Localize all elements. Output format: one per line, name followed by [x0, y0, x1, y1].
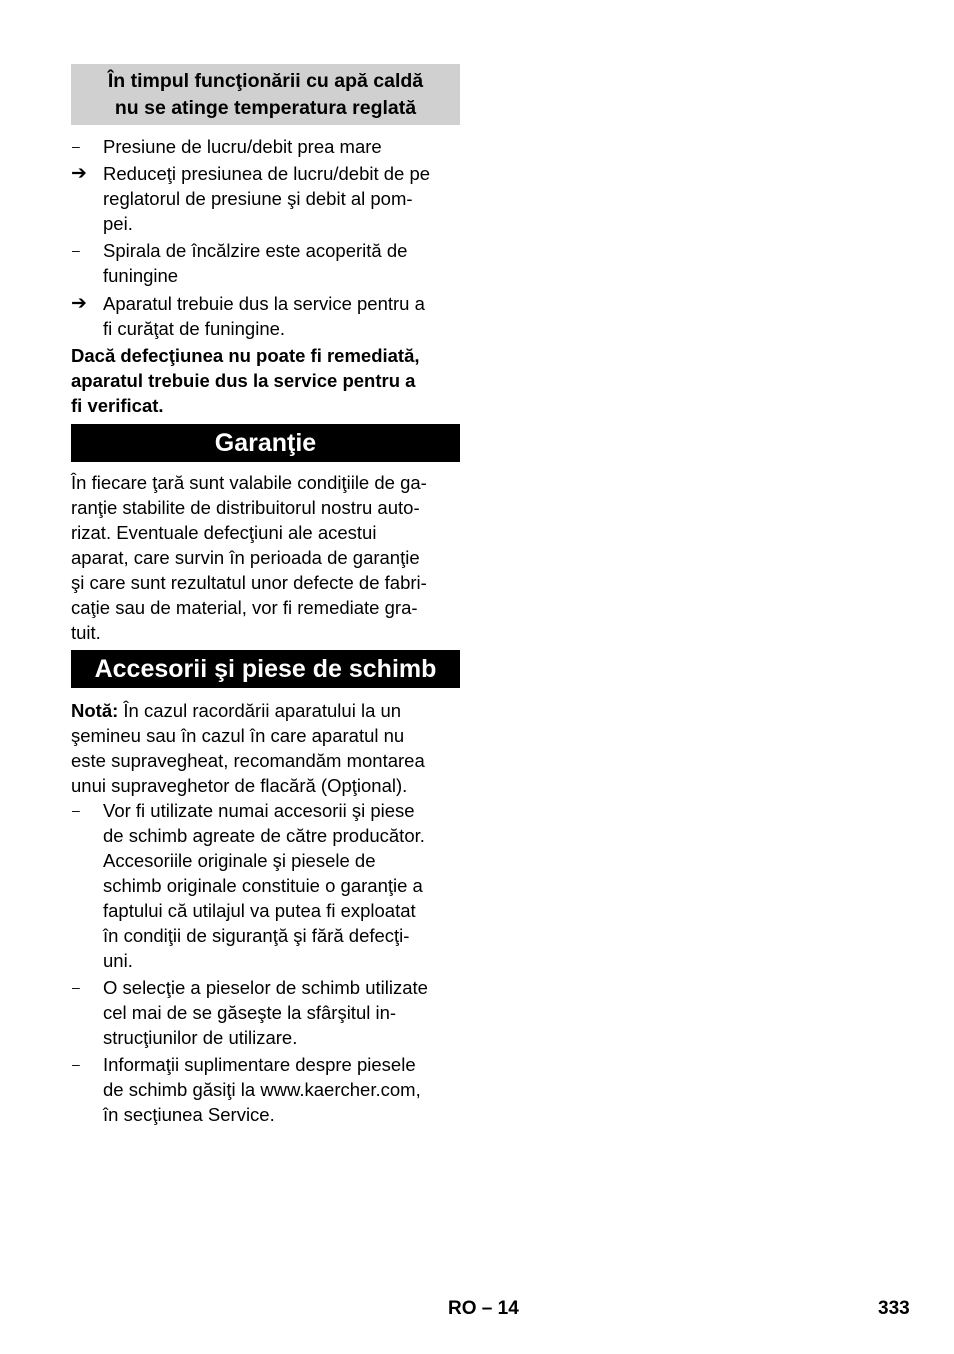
list-item-text: Reduceţi presiunea de lucru/debit de pe reglatorul de presiune şi debit al pom- pei.	[103, 163, 431, 234]
list-item-text: O selecţie a pieselor de schimb utilizate cel mai de se găseşte la sfârşitul in- strucţiunilor de utilizare.	[103, 977, 428, 1048]
list-item-text: Presiune de lucru/debit prea mare	[103, 136, 382, 157]
dash-bullet: –	[72, 1056, 80, 1072]
list-item-text: Spirala de încălzire este acoperită de funingine	[103, 240, 408, 286]
list-item-text: Aparatul trebuie dus la service pentru a fi curăţat de funingine.	[103, 293, 425, 339]
defect-note: Dacă defecţiunea nu poate fi remediată, aparatul trebuie dus la service pentru a fi verificat.	[71, 345, 420, 416]
dash-bullet: –	[72, 138, 80, 154]
note-text: În cazul racordării aparatului la un şemineu sau în cazul în care aparatul nu este supravegheat, recomandăm montarea unui supraveghetor de flacără (Opţional).	[71, 700, 425, 796]
footer-language-page: RO – 14	[448, 1298, 519, 1319]
dash-bullet: –	[72, 802, 80, 818]
note-label: Notă:	[71, 700, 119, 721]
warranty-text: În fiecare ţară sunt valabile condiţiile de ga- ranţie stabilite de distribuitorul nostru auto- rizat. Eventuale defecţiuni ale acestui aparat, care survin în perioada de garanţie şi care sunt rezultatul unor defecte de fabri- caţie sau de material, vor fi remediate gra- tuit.	[71, 472, 427, 643]
accessories-note	[71, 698, 460, 798]
dash-bullet: –	[72, 242, 80, 258]
dash-bullet: –	[72, 979, 80, 995]
warranty-heading: Garanţie	[71, 424, 460, 462]
list-item-text: Informaţii suplimentare despre piesele de schimb găsiţi la www.kaercher.com, în secţiunea Service.	[103, 1054, 421, 1125]
troubleshooting-heading: În timpul funcţionării cu apă caldă nu se atinge temperatura reglată	[71, 64, 460, 125]
arrow-right-icon: ➔	[71, 293, 87, 314]
accessories-heading: Accesorii şi piese de schimb	[71, 650, 460, 688]
list-item-text: Vor fi utilizate numai accesorii şi piese de schimb agreate de către producător. Accesoriile originale şi piesele de schimb originale constituie o garanţie a faptului că utilajul va putea fi exploatat în condiţii de siguranţă şi fără defecţi- uni.	[103, 800, 425, 971]
footer-page-number: 333	[878, 1298, 910, 1319]
arrow-right-icon: ➔	[71, 163, 87, 184]
